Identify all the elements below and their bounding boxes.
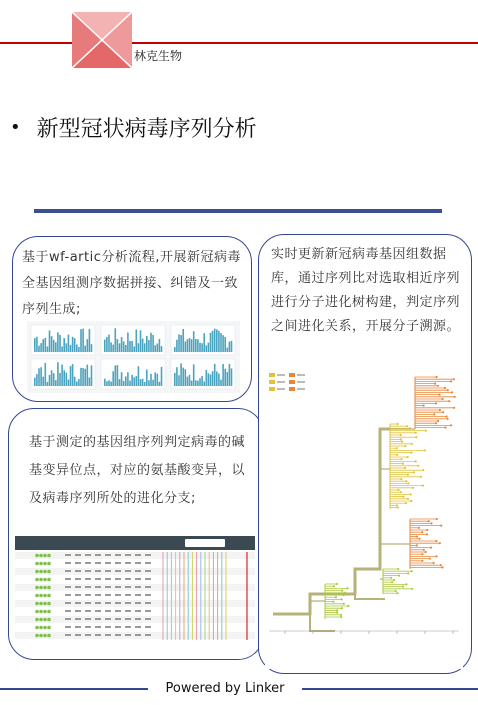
footer-text: Powered by Linker (165, 681, 285, 696)
coverage-charts-image (27, 321, 240, 393)
card-variants-text: 基于测定的基因组序列判定病毒的碱基变异位点，对应的氨基酸变异，以及病毒序列所处的进化分支; (29, 435, 246, 506)
card-variants (8, 408, 264, 660)
coverage-charts-graphic (27, 321, 240, 393)
title-underline (34, 209, 442, 213)
card-phylogeny (258, 234, 472, 674)
card-phylogeny-text: 实时更新新冠病毒基因组数据库，通过序列比对选取相近序列进行分子进化树构建，判定序列之间进化关系，开展分子溯源。 (271, 247, 461, 334)
card-assembly (12, 236, 252, 402)
title-bullet: • (10, 117, 21, 138)
company-logo (72, 12, 132, 68)
company-name: 林克生物 (134, 49, 183, 63)
card-assembly-text: 基于wf-artic分析流程,开展新冠病毒全基因组测序数据拼接、纠错及一致序列生成; (22, 250, 241, 317)
title-text: 新型冠状病毒序列分析 (36, 117, 257, 142)
footer-line-left (0, 688, 148, 690)
variant-table-image (15, 536, 255, 640)
phylo-tree-image (265, 369, 463, 669)
phylo-tree-graphic (265, 369, 463, 669)
page-title (10, 112, 257, 143)
footer-line-right (302, 688, 478, 690)
variant-table-graphic (15, 536, 255, 640)
